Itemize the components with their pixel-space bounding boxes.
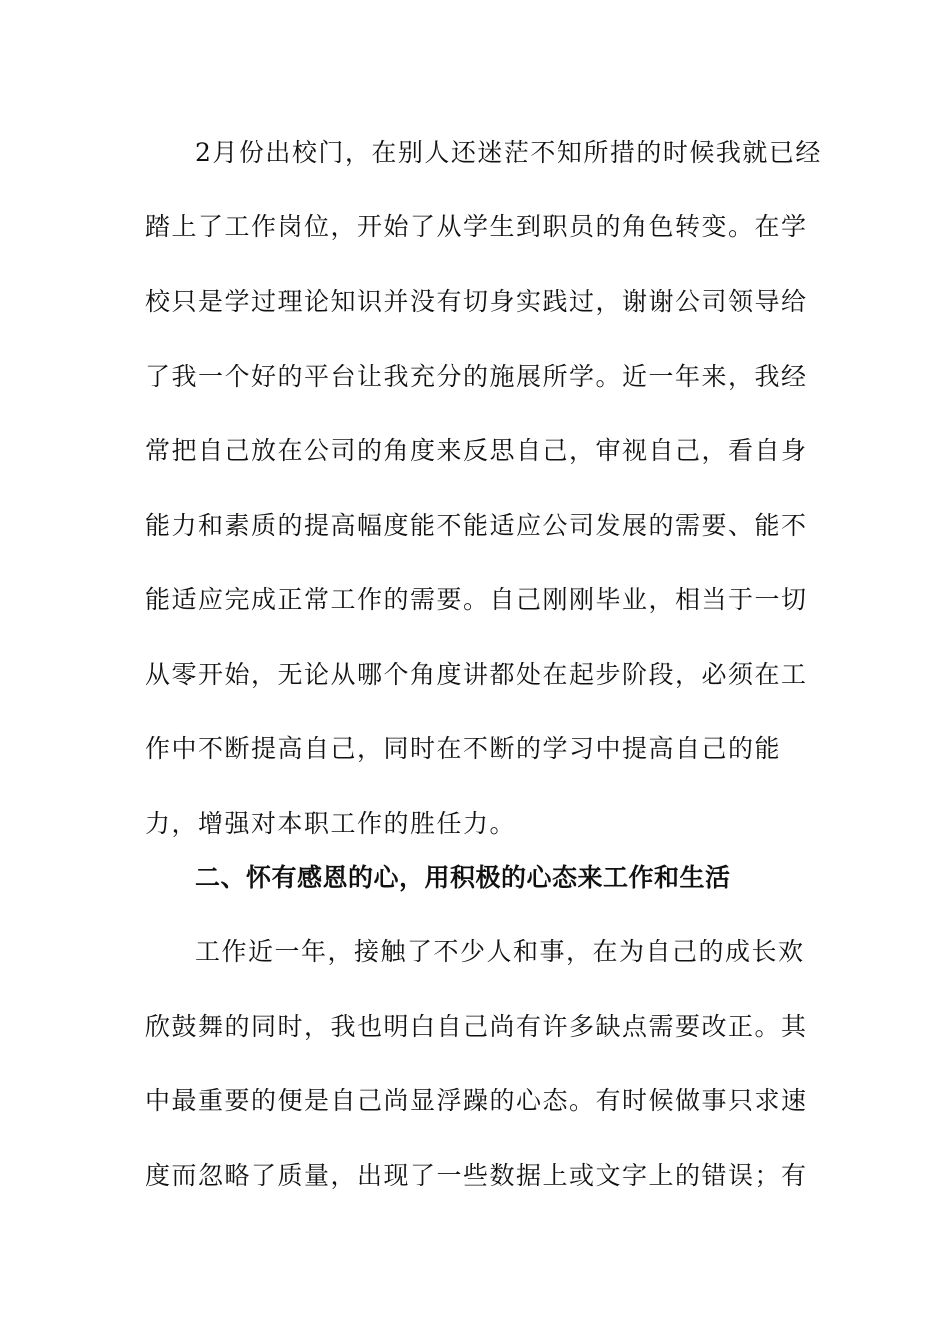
section-heading: 二、怀有感恩的心，用积极的心态来工作和生活 [195,863,731,892]
paragraph-line: 2月份出校门，在别人还迷茫不知所措的时候我就已经 [195,138,822,167]
paragraph-line: 中最重要的便是自己尚显浮躁的心态。有时候做事只求速 [145,1086,808,1115]
paragraph-line: 常把自己放在公司的角度来反思自己，审视自己，看自身 [145,436,808,465]
paragraph-line: 工作近一年，接触了不少人和事，在为自己的成长欢 [195,937,805,966]
paragraph-line: 欣鼓舞的同时，我也明白自己尚有许多缺点需要改正。其 [145,1012,808,1041]
paragraph-line: 力，增强对本职工作的胜任力。 [145,809,517,838]
paragraph-line: 了我一个好的平台让我充分的施展所学。近一年来，我经 [145,362,808,391]
paragraph-line: 能适应完成正常工作的需要。自己刚刚毕业，相当于一切 [145,585,808,614]
paragraph-line: 作中不断提高自己，同时在不断的学习中提高自己的能 [145,734,782,763]
paragraph-line: 校只是学过理论知识并没有切身实践过，谢谢公司领导给 [145,287,808,316]
paragraph-line: 能力和素质的提高幅度能不能适应公司发展的需要、能不 [145,511,808,540]
paragraph-line: 度而忽略了质量，出现了一些数据上或文字上的错误；有 [145,1161,808,1190]
paragraph-line: 从零开始，无论从哪个角度讲都处在起步阶段，必须在工 [145,660,808,689]
paragraph-line: 踏上了工作岗位，开始了从学生到职员的角色转变。在学 [145,212,808,241]
